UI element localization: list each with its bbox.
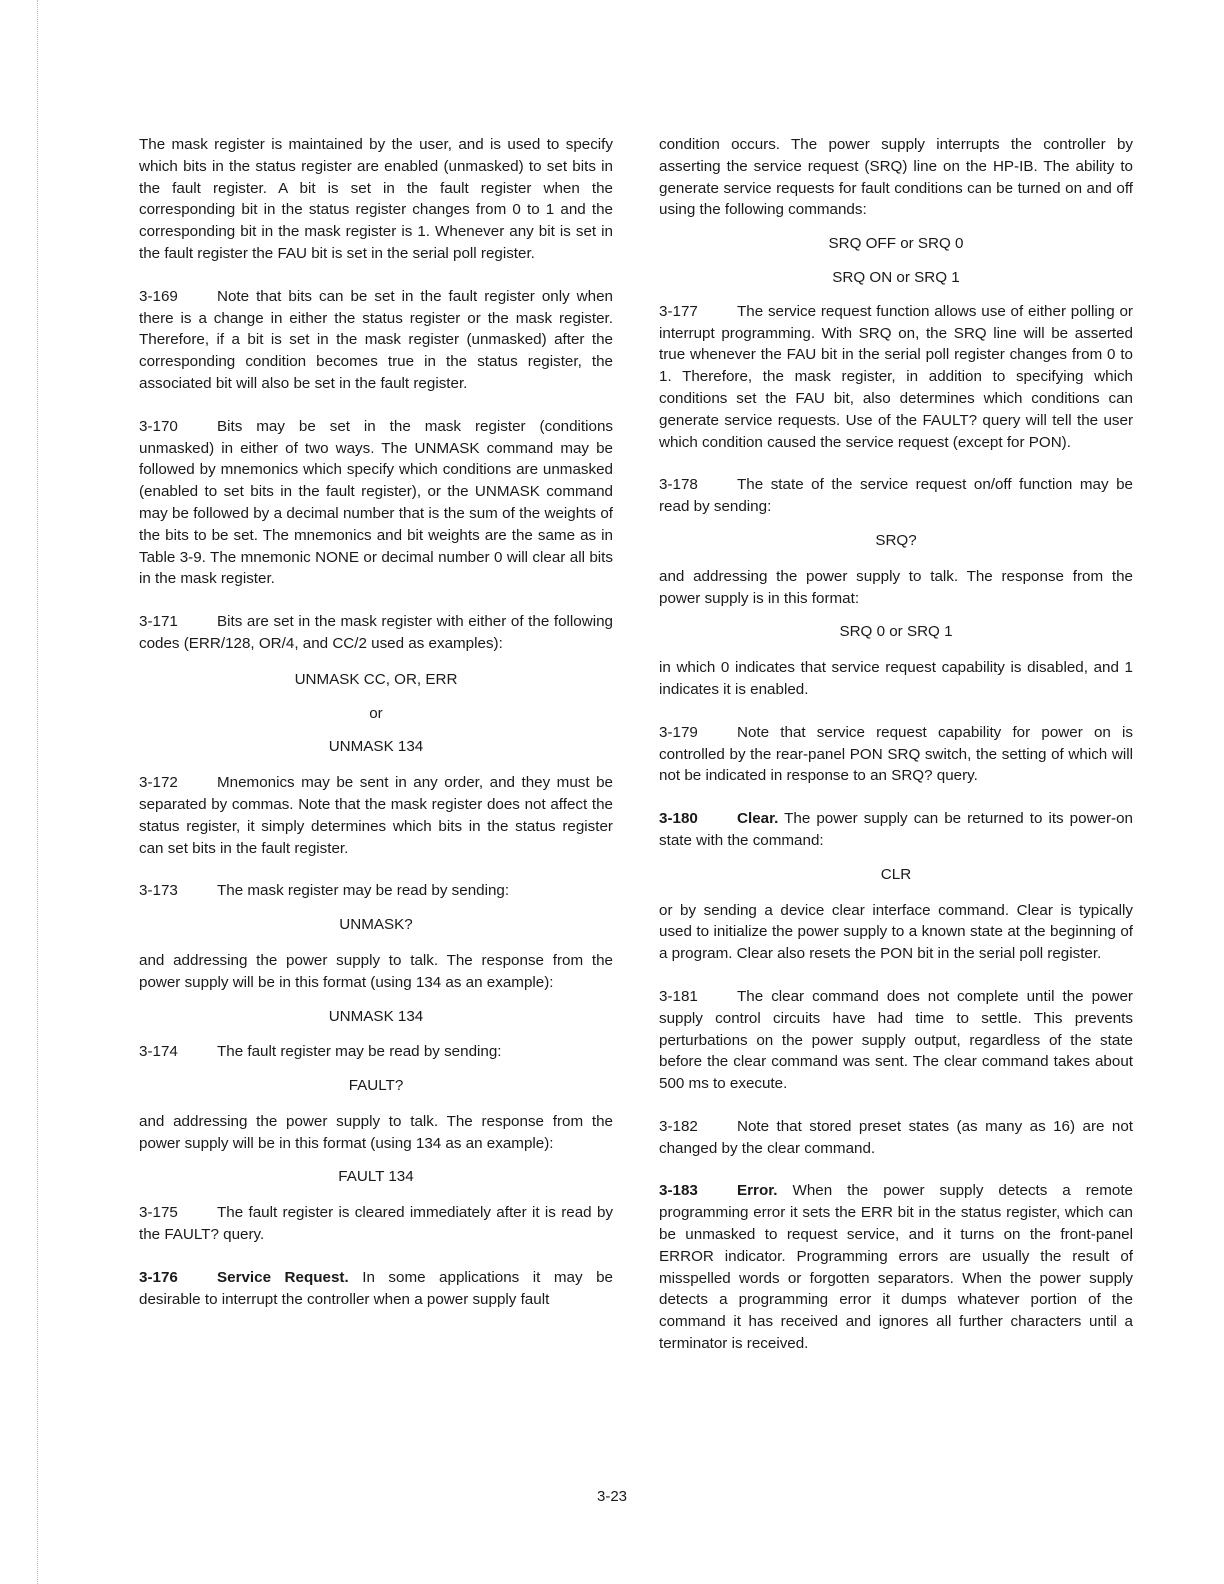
section-heading: Error. [737, 1182, 778, 1200]
paragraph-number: 3-181 [659, 987, 698, 1005]
paragraph-3-173 [139, 880, 613, 902]
paragraph-3-173-response: and addressing the power supply to talk. The response from the power supply will be in this format (using 134 as an example): [139, 951, 613, 991]
code-line: UNMASK CC, OR, ERR [294, 670, 458, 688]
code-line: FAULT 134 [338, 1168, 414, 1186]
paragraph-3-175 [139, 1202, 613, 1246]
paragraph-text: When the power supply detects a remote programming error it sets the ERR bit in the status register, which can be unmasked to request service, and it turns on the front-panel ERROR indicator. Programming errors are usually the result of misspelled words or forgotten separators. When the power supply detects a programming error it dumps whatever portion of the command it has received and ignores all further characters until a terminator is received. [659, 1182, 1133, 1353]
page-number: 3-23 [596, 1488, 628, 1505]
paragraph-text: Note that service request capability for power on is controlled by the rear-panel PON SRQ switch, the setting of which will not be indicated in response to an SRQ? query. [659, 723, 1133, 785]
paragraph-text: The fault register may be read by sending: [217, 1043, 502, 1061]
code-line: SRQ OFF or SRQ 0 [828, 235, 964, 253]
paragraph-3-174-response: and addressing the power supply to talk. The response from the power supply will be in this format (using 134 as an example): [139, 1112, 613, 1152]
paragraph-number: 3-176 [139, 1268, 178, 1286]
code-line: SRQ 0 or SRQ 1 [839, 623, 953, 641]
paragraph-number: 3-173 [139, 882, 178, 900]
section-heading: Service Request. [217, 1268, 349, 1286]
paragraph-3-183 [659, 1180, 1133, 1354]
paragraph-3-174 [139, 1041, 613, 1063]
paragraph-text: Note that stored preset states (as many as 16) are not changed by the clear command. [659, 1117, 1133, 1157]
paragraph-3-182 [659, 1116, 1133, 1160]
code-line: UNMASK 134 [328, 738, 424, 756]
code-line: UNMASK? [339, 916, 413, 934]
paragraph-text: Bits are set in the mask register with either of the following codes (ERR/128, OR/4, and CC/2 used as examples): [139, 613, 613, 652]
paragraph-text: The mask register may be read by sending: [217, 882, 510, 900]
paragraph-number: 3-182 [659, 1117, 698, 1135]
section-heading: Clear. [737, 810, 779, 828]
paragraph-number: 3-174 [139, 1043, 178, 1061]
code-line-or: or [369, 704, 383, 722]
paragraph-3-178-response: and addressing the power supply to talk. The response from the power supply is in this format: [659, 567, 1133, 607]
paragraph-3-180 [659, 808, 1133, 852]
code-line: FAULT? [348, 1077, 404, 1095]
scan-margin-line [37, 0, 38, 1584]
code-line: UNMASK 134 [328, 1007, 424, 1025]
paragraph-text: The fault register is cleared immediately after it is read by the FAULT? query. [139, 1204, 613, 1244]
paragraph-number: 3-169 [139, 287, 178, 305]
paragraph-number: 3-172 [139, 774, 178, 792]
paragraph-3-178 [659, 474, 1133, 518]
paragraph-3-178-explanation: in which 0 indicates that service request capability is disabled, and 1 indicates it is enabled. [659, 659, 1133, 698]
paragraph-3-176-continued: condition occurs. The power supply interrupts the controller by asserting the service request (SRQ) line on the HP-IB. The ability to generate service requests for fault conditions can be turned on and off using the following commands: [659, 136, 1133, 219]
code-line: CLR [880, 865, 912, 883]
paragraph-3-172 [139, 772, 613, 859]
paragraph-3-181 [659, 986, 1133, 1095]
paragraph-number: 3-170 [139, 417, 178, 435]
paragraph-text: The state of the service request on/off function may be read by sending: [659, 476, 1133, 516]
paragraph-text: The power supply can be returned to its power-on state with the command: [659, 810, 1133, 849]
paragraph-3-169 [139, 286, 613, 395]
right-column [659, 134, 1133, 1376]
paragraph-3-171 [139, 611, 613, 655]
paragraph-number: 3-171 [139, 613, 178, 631]
code-line: SRQ ON or SRQ 1 [832, 268, 960, 286]
left-column [139, 134, 613, 1331]
paragraph-3-179 [659, 722, 1133, 787]
paragraph-3-170 [139, 416, 613, 590]
code-line: SRQ? [875, 531, 917, 549]
paragraph-intro: The mask register is maintained by the user, and is used to specify which bits in the status register are enabled (unmasked) to set bits in the fault register. A bit is set in the fault register when the corresponding bit in the status register changes from 0 to 1 and the corresponding bit in the mask register is 1. Whenever any bit is set in the fault register the FAU bit is set in the serial poll register. [139, 136, 613, 262]
paragraph-3-180-continued: or by sending a device clear interface command. Clear is typically used to initialize the power supply to a known state at the beginning of a program. Clear also resets the PON bit in the serial poll register. [659, 901, 1133, 963]
paragraph-3-176 [139, 1267, 613, 1311]
paragraph-number: 3-178 [659, 476, 698, 494]
paragraph-number: 3-180 [659, 810, 698, 828]
paragraph-text: Mnemonics may be sent in any order, and they must be separated by commas. Note that the mask register does not affect the status register, it simply determines which bits in the status register can set bits in the fault register. [139, 774, 613, 857]
paragraph-text: In some applications it may be desirable to interrupt the controller when a power supply fault [139, 1268, 613, 1308]
paragraph-3-177 [659, 301, 1133, 454]
paragraph-text: Bits may be set in the mask register (conditions unmasked) in either of two ways. The UNMASK command may be followed by mnemonics which specify which conditions are unmasked (enabled to set bits in the fault register), or the UNMASK command may be followed by a decimal number that is the sum of the weights of the bits to be set. The mnemonics and bit weights are the same as in Table 3-9. The mnemonic NONE or decimal number 0 will clear all bits in the mask register. [139, 417, 613, 588]
paragraph-number: 3-175 [139, 1204, 178, 1222]
paragraph-number: 3-177 [659, 302, 698, 320]
paragraph-text: The service request function allows use of either polling or interrupt programming. With SRQ on, the SRQ line will be asserted true whenever the FAU bit in the serial poll register changes from 0 to 1. Therefore, the mask register, in addition to specifying which conditions set the FAU bit, also determines which conditions can generate service requests. Use of the FAULT? query will tell the user which condition caused the service request (except for PON). [659, 302, 1133, 451]
paragraph-text: Note that bits can be set in the fault register only when there is a change in either the status register or the mask register. Therefore, if a bit is set in the mask register (unmasked) after the corresponding condition becomes true in the status register, the associated bit will also be set in the fault register. [139, 287, 613, 392]
paragraph-number: 3-179 [659, 723, 698, 741]
paragraph-text: The clear command does not complete until the power supply control circuits have had time to settle. This prevents perturbations on the power supply output, regardless of the state before the clear command was sent. The clear command takes about 500 ms to execute. [659, 987, 1133, 1093]
paragraph-number: 3-183 [659, 1182, 698, 1200]
